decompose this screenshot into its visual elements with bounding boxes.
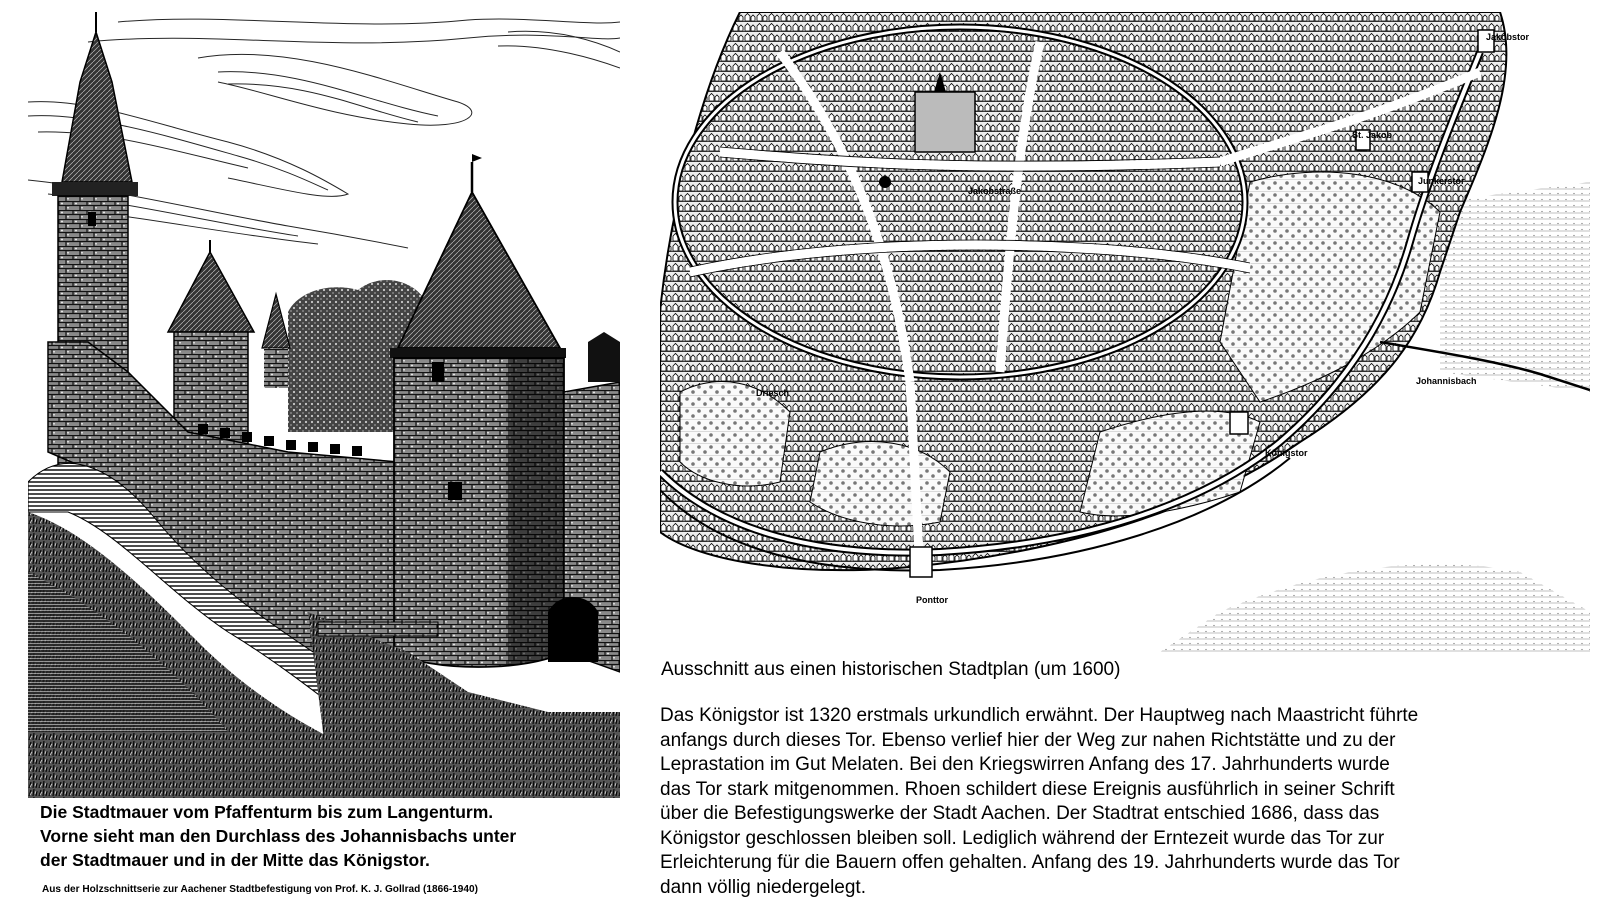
map-label-driesch: Driesch: [756, 388, 790, 398]
map-caption: Ausschnitt aus einen historischen Stadtplan (um 1600): [661, 659, 1121, 680]
map-label-jakobstrasse: Jakobstraße: [968, 186, 1022, 196]
description-line: dann völlig niedergelegt.: [660, 876, 866, 898]
description-text: [660, 704, 1595, 900]
description-line: Das Königstor ist 1320 erstmals urkundlich erwähnt. Der Hauptweg nach Maastricht führte: [660, 705, 1419, 726]
description-line: anfangs durch dieses Tor. Ebenso verlief hier der Weg zur nahen Richtstätte und zu der: [660, 729, 1396, 751]
historic-city-map: [660, 12, 1590, 652]
map-label-junkerstor: Junkerstor: [1418, 176, 1465, 186]
map-label-ponttor: Ponttor: [916, 595, 948, 605]
map-label-johannisbach: Johannisbach: [1416, 376, 1477, 386]
woodcut-caption-line: Die Stadtmauer vom Pfaffenturm bis zum Langenturm.: [40, 802, 494, 822]
woodcut-caption: [40, 800, 620, 872]
woodcut-caption-line: Vorne sieht man den Durchlass des Johannisbachs unter: [40, 826, 517, 846]
map-label-koenigstor: Königstor: [1265, 448, 1308, 458]
description-line: das Tor stark mitgenommen. Rhoen schildert diese Ereignis ausführlich in seiner Schrift: [660, 778, 1395, 800]
map-label-st-jakob: St. Jakob: [1352, 130, 1393, 140]
description-line: über die Befestigungswerke der Stadt Aachen. Der Stadtrat entschied 1686, dass das: [660, 803, 1380, 824]
woodcut-caption-line: der Stadtmauer und in der Mitte das Königstor.: [40, 850, 430, 870]
map-label-jakobstor: Jakobstor: [1486, 32, 1530, 42]
description-line: Königstor geschlossen bleiben soll. Lediglich während der Erntezeit wurde das Tor zur: [660, 827, 1385, 849]
description-line: Leprastation im Gut Melaten. Bei den Kriegswirren Anfang des 17. Jahrhunderts wurde: [660, 754, 1390, 775]
woodcut-illustration: [28, 12, 620, 798]
description-line: Erleichterung für die Bauern offen gehalten. Anfang des 19. Jahrhunderts wurde das Tor: [660, 852, 1400, 873]
woodcut-credit: Aus der Holzschnittserie zur Aachener Stadtbefestigung von Prof. K. J. Gollrad (1866-1940): [42, 883, 478, 895]
